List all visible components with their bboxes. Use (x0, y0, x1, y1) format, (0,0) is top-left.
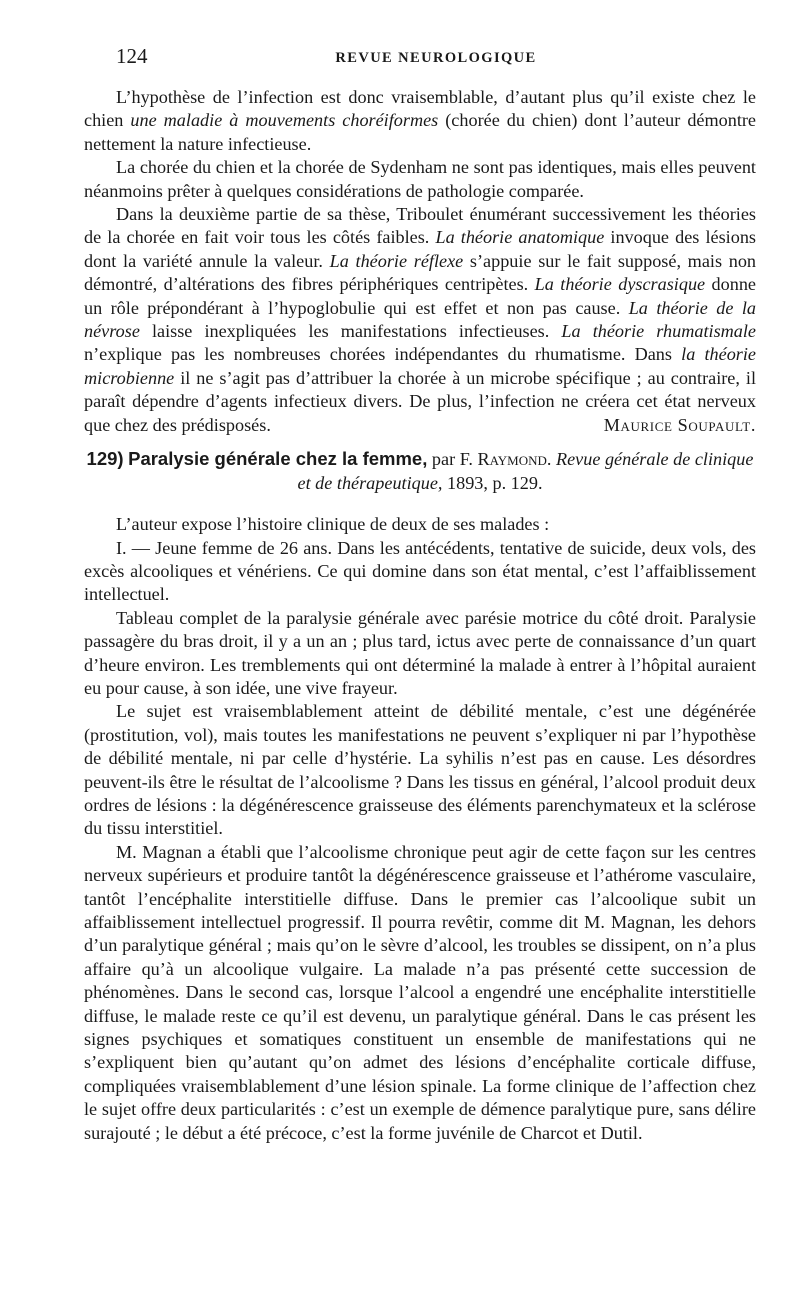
text-run: La chorée du chien et la chorée de Sydenham ne sont pas identiques, mais elles peuvent néanmoins prêter à quelques considérations de pathologie comparée. (84, 157, 756, 201)
italic-text: La théorie réflexe (329, 250, 464, 271)
page-header (116, 44, 756, 74)
text-run: I. — Jeune femme de 26 ans. Dans les antécédents, tentative de suicide, deux vols, des excès alcooliques et vénériens. Ce qui domine dans son état mental, c’est l’affaiblissement intellectuel. (84, 537, 756, 605)
previous-review (84, 86, 756, 437)
review-paragraph (84, 607, 756, 701)
text-run: s’appuie sur le fait supposé, mais non démontré, d’altérations des fibres périphériques centripètes. (84, 250, 757, 295)
text-run: L’hypothèse de l’infection est donc vraisemblable, d’autant plus qu’il existe chez le chien (84, 87, 756, 131)
entry-year-page: 1893, p. 129. (447, 472, 543, 493)
review-entry-heading (84, 447, 756, 495)
previous-review-paragraph (84, 86, 756, 156)
review-paragraph (84, 513, 756, 536)
italic-text: La théorie anatomique (435, 227, 605, 248)
italic-text: La théorie dyscrasique (534, 274, 706, 295)
italic-text: La théorie de la névrose (84, 297, 756, 342)
previous-review-paragraph (84, 203, 756, 437)
text-run: Tableau complet de la paralysie générale avec parésie motrice du côté droit. Paralysie passagère du bras droit, il y a un an ; plus tard, ictus avec perte de connaissance d’un quart d’heure environ. Les tremblements qui ont déterminé la malade à entrer à l’hôpital auraient eu pour cause, à son idée, une vive frayeur. (84, 607, 756, 698)
review-body (84, 513, 756, 1145)
text-run: M. Magnan a établi que l’alcoolisme chronique peut agir de cette façon sur les centres nerveux supérieurs et produire tantôt la dégénérescence graisseuse et l’athérome vasculaire, tantôt l’encéphalite interstitielle diffuse. Dans le premier cas l’alcoolique subit un affaiblissement intellectuel progressif. Il pourra revêtir, comme dit M. Magnan, les dehors d’un paralytique général ; mais qu’on le sèvre d’alcool, les troubles se dissipent, on n’a plus affaire qu’à un alcoolique vulgaire. La malade n’a pas présenté cette succession de phénomènes. Dans le second cas, lorsque l’alcool a engendré une encéphalite interstitielle diffuse, le malade reste ce qu’il est devenu, un paralytique général. Dans le cas présent les signes psychiques et somatiques constituent un ensemble de manifestations qui ne s’expliquent bien qu’autant qu’on admet des lésions d’encéphalite corticale diffuse, compliquées vraisemblablement d’une lésion spinale. La forme clinique de l’affection chez le sujet offre deux particularités : c’est un exemple de démence paralytique pure, sans délire surajouté ; le début a été précoce, c’est la forme juvénile de Charcot et Dutil. (84, 841, 756, 1143)
entry-title: Paralysie générale chez la femme, (128, 448, 428, 470)
entry-by: par F. (431, 449, 473, 470)
review-paragraph (84, 841, 756, 1145)
text-run: Le sujet est vraisemblablement atteint de débilité mentale, c’est une dégénérée (prostitution, vol), mais toutes les manifestations ne peuvent s’expliquer ni par l’hypothèse de débilité mentale, ni par celle d’hystérie. La syhilis n’est pas en cause. Les désordres peuvent-ils être le résultat de l’alcoolisme ? Dans les tissus en général, l’alcool produit deux ordres de lésions : la dégénérescence graisseuse des éléments parenchymateux et la sclérose du tissu interstitiel. (84, 701, 756, 839)
entry-journal: Revue générale de clinique et de thérapeutique, (297, 449, 754, 493)
text-run: il ne s’agit pas d’attribuer la chorée à un microbe spécifique ; au contraire, il paraît dépendre d’agents infectieux divers. De plus, l’infection ne créera cet état nerveux que chez des prédisposés. (84, 367, 756, 435)
running-title: REVUE NEUROLOGIQUE (335, 50, 537, 66)
italic-text: la théorie microbienne (84, 344, 756, 388)
previous-review-paragraph (84, 156, 756, 203)
entry-number: 129) (86, 448, 124, 470)
text-run: donne un rôle prépondérant à l’hypoglobulie qui est effet et non pas cause. (84, 274, 756, 318)
text-run: invoque des lésions dont la variété annule la valeur. (84, 227, 756, 271)
text-run: Dans la deuxième partie de sa thèse, Triboulet énumérant successivement les théories de la chorée en fait voir tous les côtés faibles. (84, 204, 756, 248)
entry-author: Raymond. (477, 449, 552, 470)
text-run: L’auteur expose l’histoire clinique de deux de ses malades : (116, 514, 550, 535)
review-paragraph (84, 537, 756, 607)
review-paragraph (84, 700, 756, 840)
text-run: n’explique pas les nombreuses chorées indépendantes du rhumatisme. Dans (84, 344, 682, 365)
signature: Maurice Soupault. (603, 414, 756, 435)
page-number: 124 (116, 44, 148, 68)
text-run: laisse inexpliquées les manifestations infectieuses. (139, 321, 562, 342)
text-run: (chorée du chien) dont l’auteur démontre nettement la nature infectieuse. (84, 110, 757, 154)
italic-text: La théorie rhumatismale (561, 321, 757, 342)
italic-text: une maladie à mouvements choréiformes (130, 110, 439, 131)
page-body (84, 86, 756, 1145)
